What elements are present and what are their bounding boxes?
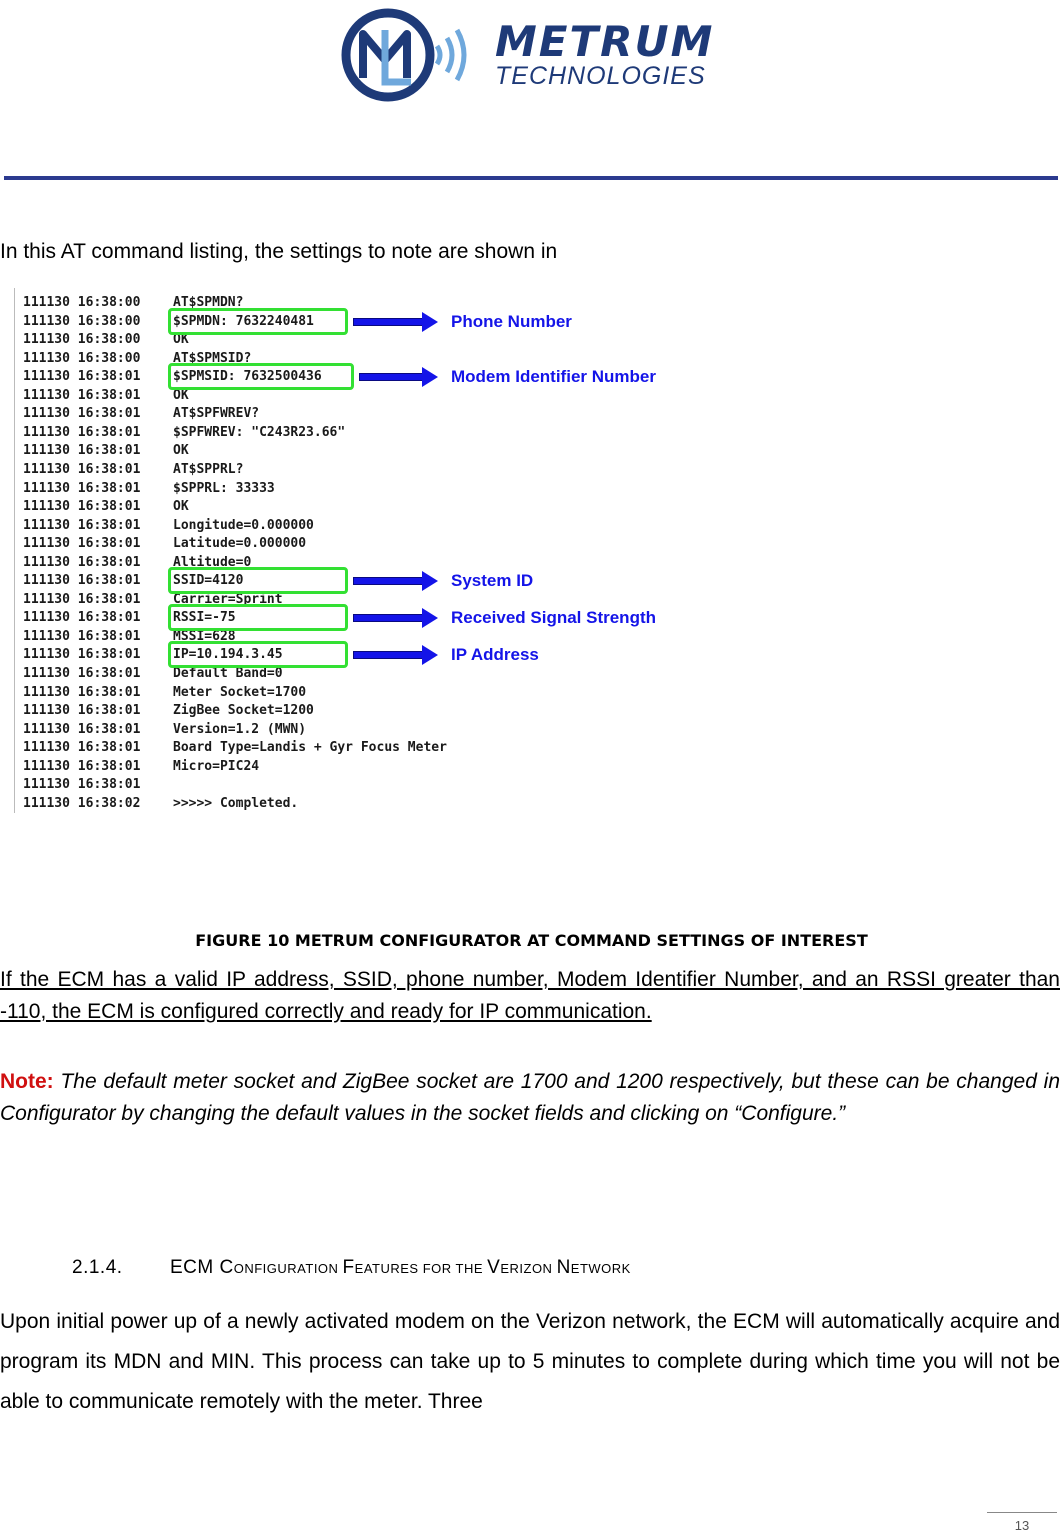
- listing-timestamp: 111130 16:38:01: [23, 369, 141, 385]
- metrum-logo: [333, 0, 733, 110]
- phone-number-callout: Phone Number: [451, 311, 572, 331]
- listing-command: OK: [173, 332, 189, 348]
- listing-line: [23, 534, 306, 553]
- listing-command: >>>>> Completed.: [173, 795, 299, 811]
- listing-command: IP=10.194.3.45: [173, 647, 283, 663]
- listing-line: [23, 330, 189, 349]
- listing-timestamp: 111130 16:38:01: [23, 573, 141, 589]
- listing-timestamp: 111130 16:38:01: [23, 499, 141, 515]
- listing-command: AT$SPMDN?: [173, 295, 244, 310]
- phone-number-highlight: [168, 308, 348, 335]
- listing-line: [23, 775, 173, 794]
- listing-timestamp: 111130 16:38:02: [23, 795, 141, 811]
- listing-command: Version=1.2 (MWN): [173, 721, 307, 737]
- listing-command: OK: [173, 387, 189, 403]
- ip-address-callout: IP Address: [451, 645, 539, 665]
- figure-caption: FIGURE 10 METRUM CONFIGURATOR AT COMMAND SETTINGS OF INTEREST: [195, 931, 868, 950]
- listing-command: AT$SPMSID?: [173, 350, 252, 366]
- listing-command: $SPPRL: 33333: [173, 480, 275, 496]
- listing-line: [23, 460, 243, 479]
- section-number: 2.1.4.: [72, 1257, 123, 1278]
- listing-timestamp: 111130 16:38:01: [23, 424, 141, 440]
- listing-timestamp: 111130 16:38:00: [23, 332, 141, 348]
- listing-timestamp: 111130 16:38:00: [23, 313, 141, 329]
- listing-timestamp: 111130 16:38:01: [23, 628, 141, 644]
- listing-timestamp: 111130 16:38:01: [23, 387, 141, 403]
- listing-command: Meter Socket=1700: [173, 684, 307, 700]
- configuration-requirements-text: If the ECM has a valid IP address, SSID, phone number, Modem Identifier Number, and an RSSI greater than -110, the ECM is configured correctly and ready for IP communication.: [0, 968, 1060, 1023]
- listing-timestamp: 111130 16:38:01: [23, 443, 141, 459]
- listing-line: [23, 479, 275, 498]
- metrum-logo-icon: [333, 0, 493, 110]
- page-number-rule: [987, 1512, 1057, 1513]
- modem-identifier-callout: Modem Identifier Number: [451, 367, 656, 387]
- listing-timestamp: 111130 16:38:01: [23, 703, 141, 719]
- listing-timestamp: 111130 16:38:01: [23, 666, 141, 681]
- listing-timestamp: 111130 16:38:01: [23, 740, 141, 756]
- system-id-arrow-icon: [353, 571, 438, 591]
- listing-command: OK: [173, 499, 189, 515]
- received-signal-strength-arrow-icon: [353, 608, 438, 628]
- listing-line: [23, 738, 447, 757]
- ip-address-highlight: [168, 641, 348, 668]
- listing-timestamp: 111130 16:38:01: [23, 777, 141, 793]
- received-signal-strength-callout: Received Signal Strength: [451, 608, 656, 628]
- listing-line: [23, 441, 189, 460]
- listing-command: Board Type=Landis + Gyr Focus Meter: [173, 740, 447, 756]
- listing-command: ZigBee Socket=1200: [173, 703, 314, 719]
- listing-line: [23, 794, 298, 813]
- listing-timestamp: 111130 16:38:01: [23, 721, 141, 737]
- header-divider: [4, 176, 1058, 180]
- modem-identifier-highlight: [168, 363, 354, 390]
- modem-identifier-arrow-icon: [359, 367, 438, 387]
- listing-timestamp: 111130 16:38:01: [23, 461, 141, 477]
- listing-timestamp: 111130 16:38:00: [23, 295, 141, 310]
- listing-command: RSSI=-75: [173, 610, 236, 626]
- listing-command: AT$SPFWREV?: [173, 406, 260, 422]
- listing-command: $SPMSID: 7632500436: [173, 369, 322, 385]
- system-id-callout: System ID: [451, 571, 534, 591]
- ip-address-arrow-icon: [353, 645, 438, 665]
- listing-timestamp: 111130 16:38:01: [23, 758, 141, 774]
- listing-command: AT$SPPRL?: [173, 461, 244, 477]
- brand-subtitle: TECHNOLOGIES: [495, 62, 706, 90]
- listing-line: [23, 516, 314, 535]
- listing-timestamp: 111130 16:38:01: [23, 536, 141, 552]
- listing-timestamp: 111130 16:38:01: [23, 554, 141, 570]
- listing-command: OK: [173, 443, 189, 459]
- listing-command: Micro=PIC24: [173, 758, 260, 774]
- listing-command: Altitude=0: [173, 554, 252, 570]
- listing-command: Carrier=Sprint: [173, 591, 283, 607]
- page-number: 13: [1014, 1518, 1030, 1533]
- listing-command: $SPFWREV: "C243R23.66": [173, 424, 346, 440]
- received-signal-strength-highlight: [168, 604, 348, 631]
- section-heading: [72, 1256, 631, 1281]
- listing-timestamp: 111130 16:38:00: [23, 350, 141, 366]
- note-paragraph: [0, 1066, 1060, 1130]
- listing-timestamp: 111130 16:38:01: [23, 591, 141, 607]
- listing-line: [23, 423, 345, 442]
- listing-command: SSID=4120: [173, 573, 244, 589]
- listing-command: MSSI=628: [173, 628, 236, 644]
- listing-line: [23, 701, 314, 720]
- verizon-body-text: Upon initial power up of a newly activated modem on the Verizon network, the ECM will automatically acquire and program its MDN and MIN. This process can take up to 5 minutes to complete during which time you will not be able to communicate remotely with the meter. Three: [0, 1310, 1060, 1413]
- note-text: The default meter socket and ZigBee socket are 1700 and 1200 respectively, but these can be changed in Configurator by changing the default values in the socket fields and clicking on “Configure.”: [0, 1070, 1060, 1125]
- listing-command: Default Band=0: [173, 666, 283, 681]
- phone-number-arrow-icon: [353, 312, 438, 332]
- listing-timestamp: 111130 16:38:01: [23, 517, 141, 533]
- system-id-highlight: [168, 567, 348, 594]
- listing-line: [23, 757, 259, 776]
- brand-name: METRUM: [495, 17, 715, 66]
- listing-line: [23, 720, 306, 739]
- listing-command: Latitude=0.000000: [173, 536, 307, 552]
- listing-command: Longitude=0.000000: [173, 517, 314, 533]
- listing-line: [23, 404, 259, 423]
- section-title: ECM CONFIGURATION FEATURES FOR THE VERIZON NETWORK: [170, 1257, 631, 1278]
- note-label: Note:: [0, 1070, 54, 1093]
- listing-timestamp: 111130 16:38:01: [23, 610, 141, 626]
- listing-timestamp: 111130 16:38:01: [23, 684, 141, 700]
- listing-timestamp: 111130 16:38:01: [23, 406, 141, 422]
- listing-line: [23, 497, 189, 516]
- intro-text: In this AT command listing, the settings to note are shown in: [0, 240, 558, 263]
- listing-line: [23, 386, 189, 405]
- listing-command: $SPMDN: 7632240481: [173, 313, 314, 329]
- listing-line: [23, 683, 306, 702]
- listing-timestamp: 111130 16:38:01: [23, 647, 141, 663]
- listing-timestamp: 111130 16:38:01: [23, 480, 141, 496]
